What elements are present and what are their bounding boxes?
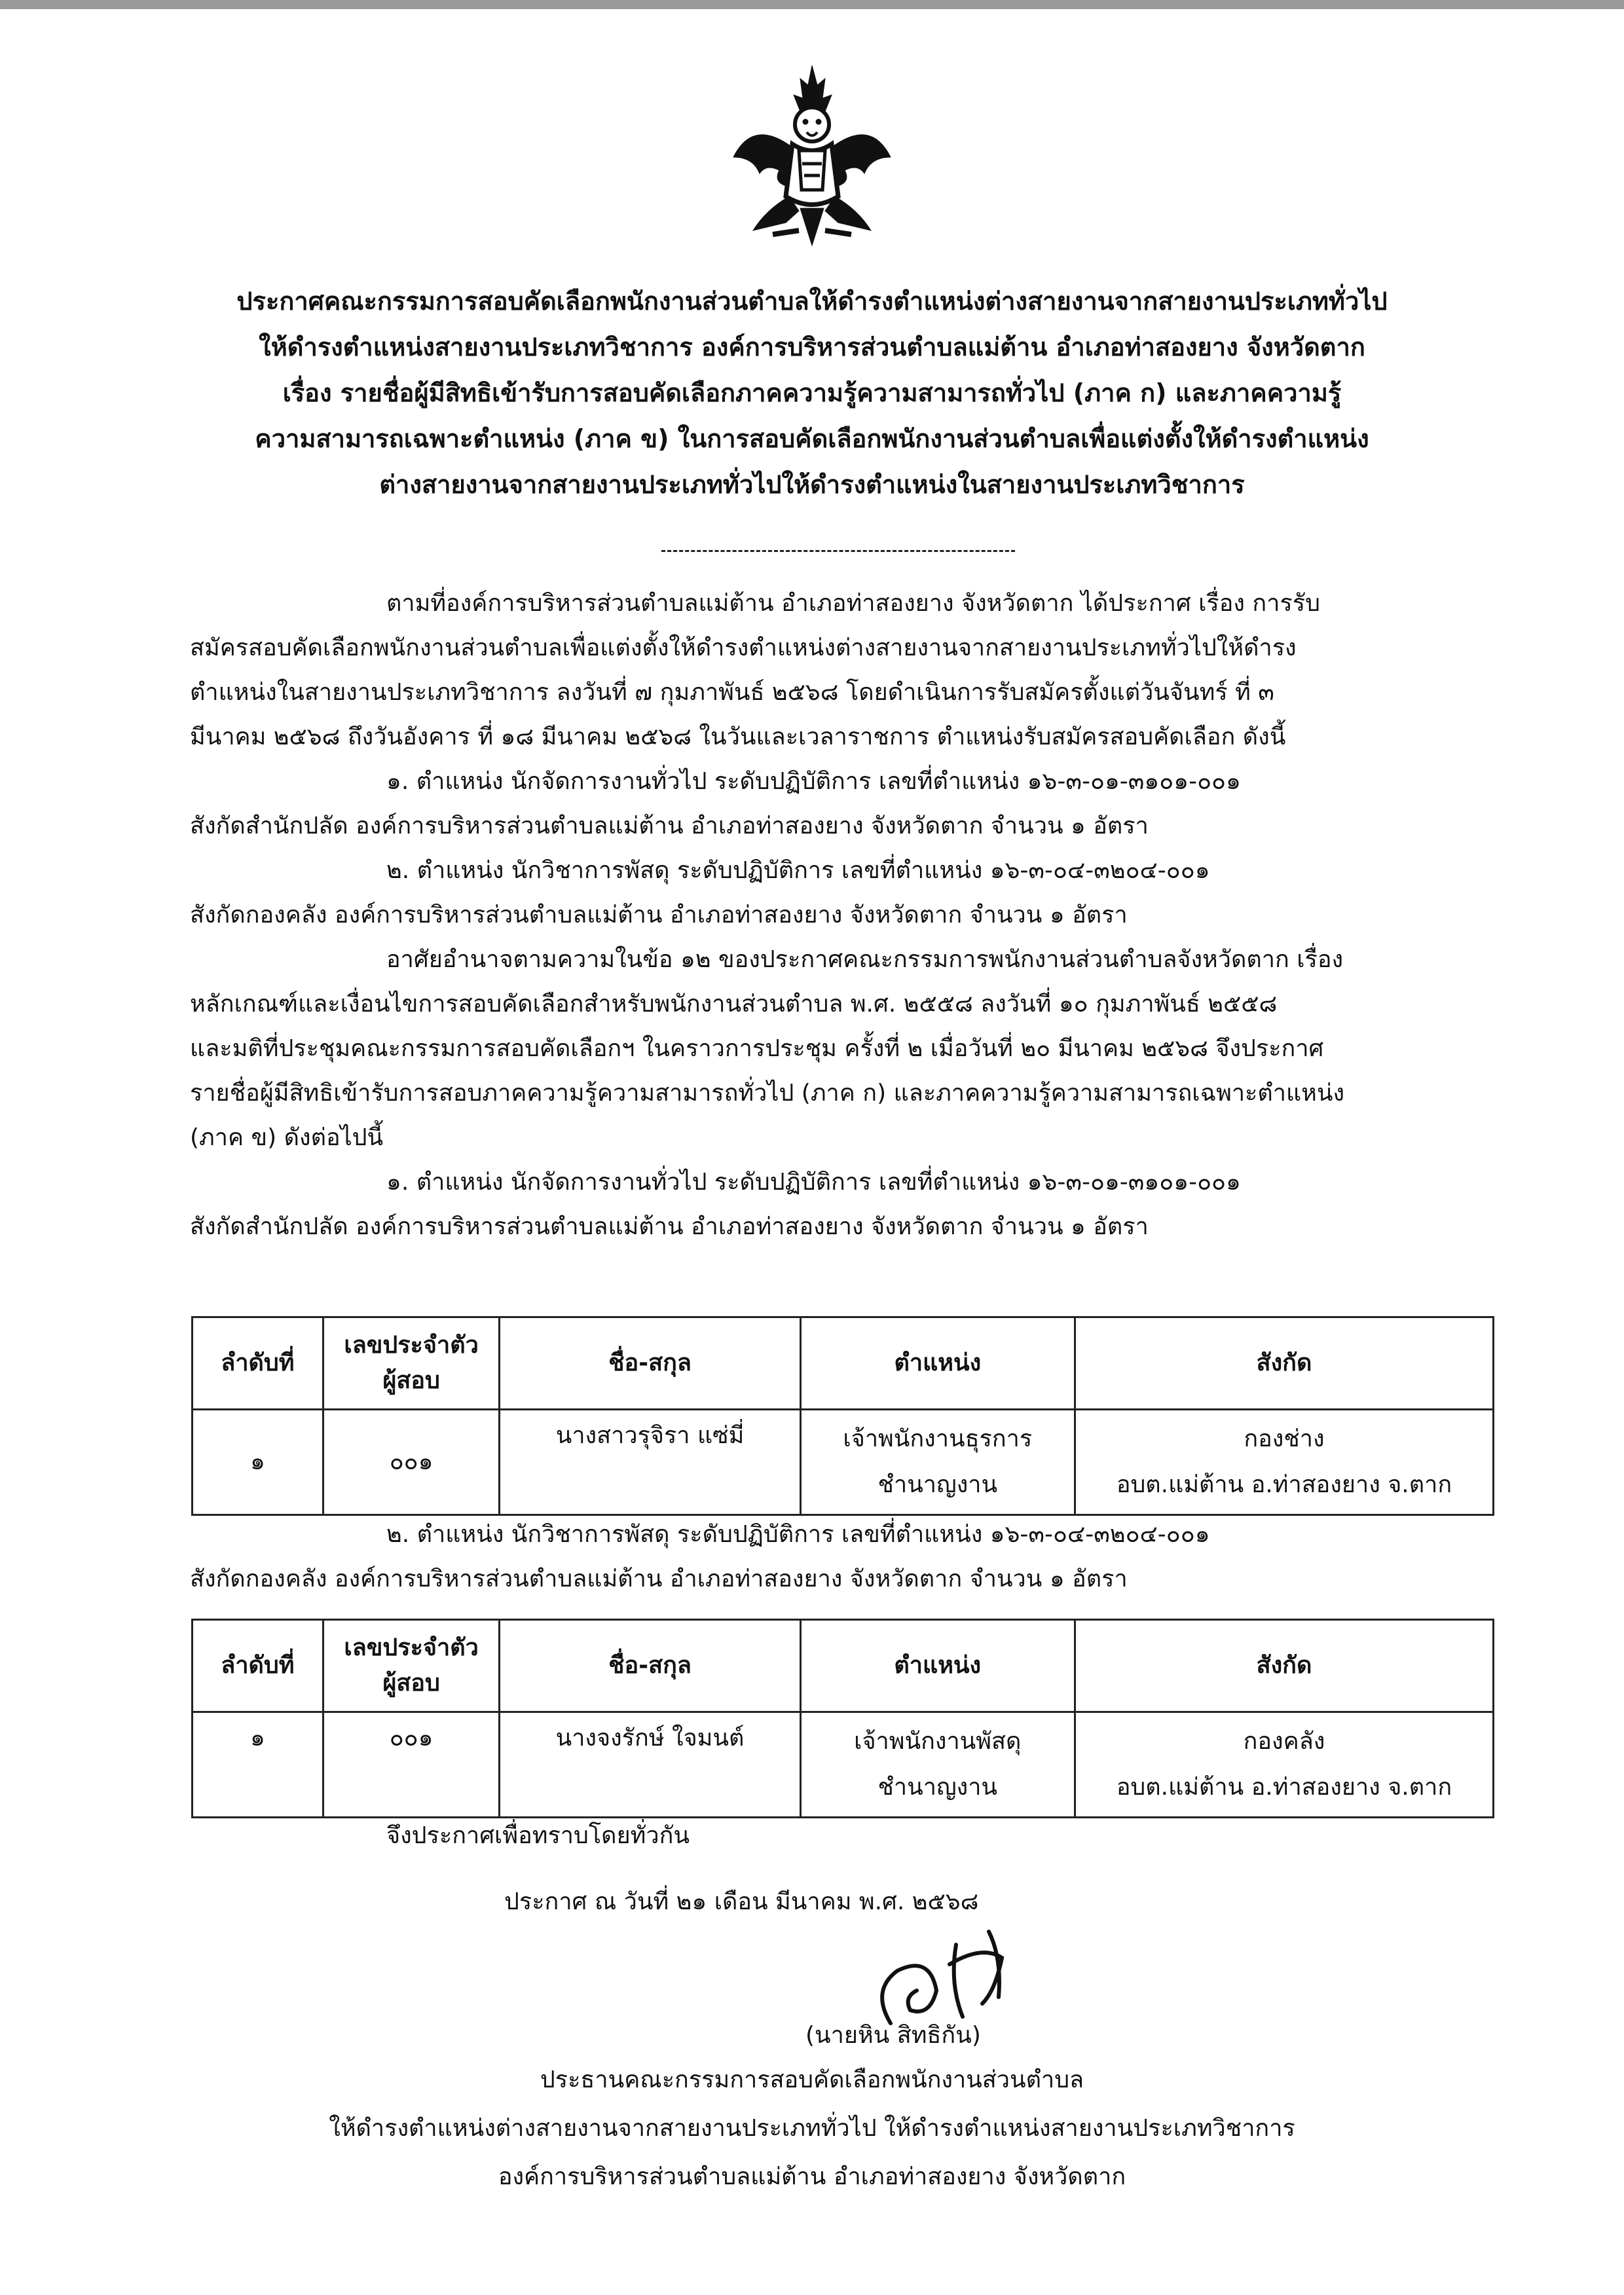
table-header-row bbox=[193, 1317, 1494, 1410]
title-line: ให้ดำรงตำแหน่งสายงานประเภทวิชาการ องค์การบริหารส่วนตำบลแม่ต้าน อำเภอท่าสองยาง จังหวัดตาก bbox=[259, 333, 1365, 361]
signer-title-line: องค์การบริหารส่วนตำบลแม่ต้าน อำเภอท่าสองยาง จังหวัดตาก bbox=[498, 2163, 1126, 2190]
affiliation-line: กองคลัง bbox=[1243, 1728, 1325, 1755]
paragraph-line: ๑. ตำแหน่ง นักจัดการงานทั่วไป ระดับปฏิบัติการ เลขที่ตำแหน่ง ๑๖-๓-๐๑-๓๑๐๑-๐๐๑ bbox=[386, 768, 1241, 795]
signer-name: (นายหิน สิทธิกัน) bbox=[805, 2022, 981, 2049]
header-affiliation: สังกัด bbox=[1075, 1317, 1494, 1410]
candidate-table-2 bbox=[191, 1619, 1494, 1818]
title-divider bbox=[661, 550, 1015, 552]
paragraph-line: สมัครสอบคัดเลือกพนักงานส่วนตำบลเพื่อแต่งตั้งให้ดำรงตำแหน่งต่างสายงานจากสายงานประเภททั่วไปให้ดำรง bbox=[190, 634, 1297, 661]
paragraph-line: สังกัดกองคลัง องค์การบริหารส่วนตำบลแม่ต้าน อำเภอท่าสองยาง จังหวัดตาก จำนวน ๑ อัตรา bbox=[190, 1566, 1128, 1592]
signer-title-line: ประธานคณะกรรมการสอบคัดเลือกพนักงานส่วนตำบล bbox=[540, 2066, 1084, 2093]
closing-announce bbox=[190, 1814, 1493, 1858]
announcement-title bbox=[170, 278, 1454, 507]
table-row bbox=[193, 1712, 1494, 1818]
header-exam-id bbox=[323, 1620, 500, 1712]
cell-position bbox=[800, 1712, 1075, 1818]
paragraph-line: ๒. ตำแหน่ง นักวิชาการพัสดุ ระดับปฏิบัติการ เลขที่ตำแหน่ง ๑๖-๓-๐๔-๓๒๐๔-๐๐๑ bbox=[386, 857, 1210, 884]
garuda-emblem-icon bbox=[727, 59, 897, 249]
paragraph-line: ตามที่องค์การบริหารส่วนตำบลแม่ต้าน อำเภอท่าสองยาง จังหวัดตาก ได้ประกาศ เรื่อง การรับ bbox=[386, 590, 1320, 617]
header-exam-id-line: เลขประจำตัว bbox=[344, 1634, 479, 1661]
intro-paragraph bbox=[190, 581, 1493, 1249]
cell-order: ๑ bbox=[193, 1712, 323, 1818]
paragraph-line: มีนาคม ๒๕๖๘ ถึงวันอังคาร ที่ ๑๘ มีนาคม ๒๕๖๘ ในวันและเวลาราชการ ตำแหน่งรับสมัครสอบคัดเลือก ดังนี้ bbox=[190, 724, 1286, 750]
affiliation-line: กองช่าง bbox=[1244, 1425, 1325, 1452]
cell-name: นางจงรักษ์ ใจมนต์ bbox=[500, 1712, 800, 1818]
header-name: ชื่อ-สกุล bbox=[500, 1620, 800, 1712]
cell-position bbox=[800, 1410, 1075, 1515]
title-line: เรื่อง รายชื่อผู้มีสิทธิเข้ารับการสอบคัดเลือกภาคความรู้ความสามารถทั่วไป (ภาค ก) และภาคความรู้ bbox=[282, 378, 1342, 407]
header-position: ตำแหน่ง bbox=[800, 1317, 1075, 1410]
cell-exam-id: ๐๐๑ bbox=[323, 1410, 500, 1515]
position-line: ชำนาญงาน bbox=[877, 1471, 998, 1498]
paragraph-line: สังกัดกองคลัง องค์การบริหารส่วนตำบลแม่ต้าน อำเภอท่าสองยาง จังหวัดตาก จำนวน ๑ อัตรา bbox=[190, 902, 1128, 928]
title-line: ต่างสายงานจากสายงานประเภททั่วไปให้ดำรงตำแหน่งในสายงานประเภทวิชาการ bbox=[379, 470, 1245, 499]
header-name: ชื่อ-สกุล bbox=[500, 1317, 800, 1410]
paragraph-line: ๒. ตำแหน่ง นักวิชาการพัสดุ ระดับปฏิบัติการ เลขที่ตำแหน่ง ๑๖-๓-๐๔-๓๒๐๔-๐๐๑ bbox=[386, 1521, 1210, 1548]
paragraph-line: หลักเกณฑ์และเงื่อนไขการสอบคัดเลือกสำหรับพนักงานส่วนตำบล พ.ศ. ๒๕๕๘ ลงวันที่ ๑๐ กุมภาพันธ์ ๒๕๕๘ bbox=[190, 991, 1278, 1018]
cell-order: ๑ bbox=[193, 1410, 323, 1515]
scan-top-edge bbox=[0, 0, 1624, 9]
candidate-table-1 bbox=[191, 1316, 1494, 1516]
paragraph-line: (ภาค ข) ดังต่อไปนี้ bbox=[190, 1124, 384, 1151]
announce-text: จึงประกาศเพื่อทราบโดยทั่วกัน bbox=[386, 1822, 690, 1849]
paragraph-line: และมติที่ประชุมคณะกรรมการสอบคัดเลือกฯ ในคราวการประชุม ครั้งที่ ๒ เมื่อวันที่ ๒๐ มีนาคม ๒๕๖๘ จึงประกาศ bbox=[190, 1035, 1324, 1062]
position-line: เจ้าพนักงานธุรการ bbox=[843, 1425, 1033, 1452]
paragraph-line: ตำแหน่งในสายงานประเภทวิชาการ ลงวันที่ ๗ กุมภาพันธ์ ๒๕๖๘ โดยดำเนินการรับสมัครตั้งแต่วันจันทร์ ที่ ๓ bbox=[190, 679, 1274, 706]
header-affiliation: สังกัด bbox=[1075, 1620, 1493, 1712]
position-line: ชำนาญงาน bbox=[877, 1774, 998, 1801]
header-exam-id-line: เลขประจำตัว bbox=[344, 1332, 479, 1359]
title-line: ความสามารถเฉพาะตำแหน่ง (ภาค ข) ในการสอบคัดเลือกพนักงานส่วนตำบลเพื่อแต่งตั้งให้ดำรงตำแหน่ง bbox=[255, 424, 1369, 453]
paragraph-line: รายชื่อผู้มีสิทธิเข้ารับการสอบภาคความรู้ความสามารถทั่วไป (ภาค ก) และภาคความรู้ความสามารถเฉพาะตำแหน่ง bbox=[190, 1080, 1345, 1107]
cell-name: นางสาวรุจิรา แซ่มี่ bbox=[500, 1410, 800, 1515]
list-item-2 bbox=[190, 1513, 1493, 1602]
paragraph-line: ๑. ตำแหน่ง นักจัดการงานทั่วไป ระดับปฏิบัติการ เลขที่ตำแหน่ง ๑๖-๓-๐๑-๓๑๐๑-๐๐๑ bbox=[386, 1169, 1241, 1196]
header-exam-id-line: ผู้สอบ bbox=[382, 1670, 440, 1697]
signer-title bbox=[0, 2056, 1624, 2201]
title-line: ประกาศคณะกรรมการสอบคัดเลือกพนักงานส่วนตำบลให้ดำรงตำแหน่งต่างสายงานจากสายงานประเภททั่วไป bbox=[236, 287, 1388, 316]
table-row bbox=[193, 1410, 1494, 1515]
table-header-row bbox=[193, 1620, 1494, 1712]
cell-exam-id: ๐๐๑ bbox=[323, 1712, 500, 1818]
paragraph-line: สังกัดสำนักปลัด องค์การบริหารส่วนตำบลแม่ต้าน อำเภอท่าสองยาง จังหวัดตาก จำนวน ๑ อัตรา bbox=[190, 1213, 1149, 1240]
header-order: ลำดับที่ bbox=[193, 1317, 323, 1410]
paragraph-line: สังกัดสำนักปลัด องค์การบริหารส่วนตำบลแม่ต้าน อำเภอท่าสองยาง จังหวัดตาก จำนวน ๑ อัตรา bbox=[190, 813, 1149, 839]
header-exam-id bbox=[323, 1317, 500, 1410]
header-position: ตำแหน่ง bbox=[800, 1620, 1075, 1712]
header-exam-id-line: ผู้สอบ bbox=[382, 1367, 440, 1394]
cell-affiliation bbox=[1075, 1712, 1493, 1818]
announce-date: ประกาศ ณ วันที่ ๒๑ เดือน มีนาคม พ.ศ. ๒๕๖๘ bbox=[504, 1888, 979, 1915]
signer-title-line: ให้ดำรงตำแหน่งต่างสายงานจากสายงานประเภททั่วไป ให้ดำรงตำแหน่งสายงานประเภทวิชาการ bbox=[329, 2115, 1295, 2142]
cell-affiliation bbox=[1075, 1410, 1494, 1515]
affiliation-line: อบต.แม่ต้าน อ.ท่าสองยาง จ.ตาก bbox=[1116, 1774, 1452, 1801]
header-order: ลำดับที่ bbox=[193, 1620, 323, 1712]
paragraph-line: อาศัยอำนาจตามความในข้อ ๑๒ ของประกาศคณะกรรมการพนักงานส่วนตำบลจังหวัดตาก เรื่อง bbox=[386, 946, 1344, 973]
position-line: เจ้าพนักงานพัสดุ bbox=[854, 1728, 1022, 1755]
affiliation-line: อบต.แม่ต้าน อ.ท่าสองยาง จ.ตาก bbox=[1116, 1471, 1452, 1498]
